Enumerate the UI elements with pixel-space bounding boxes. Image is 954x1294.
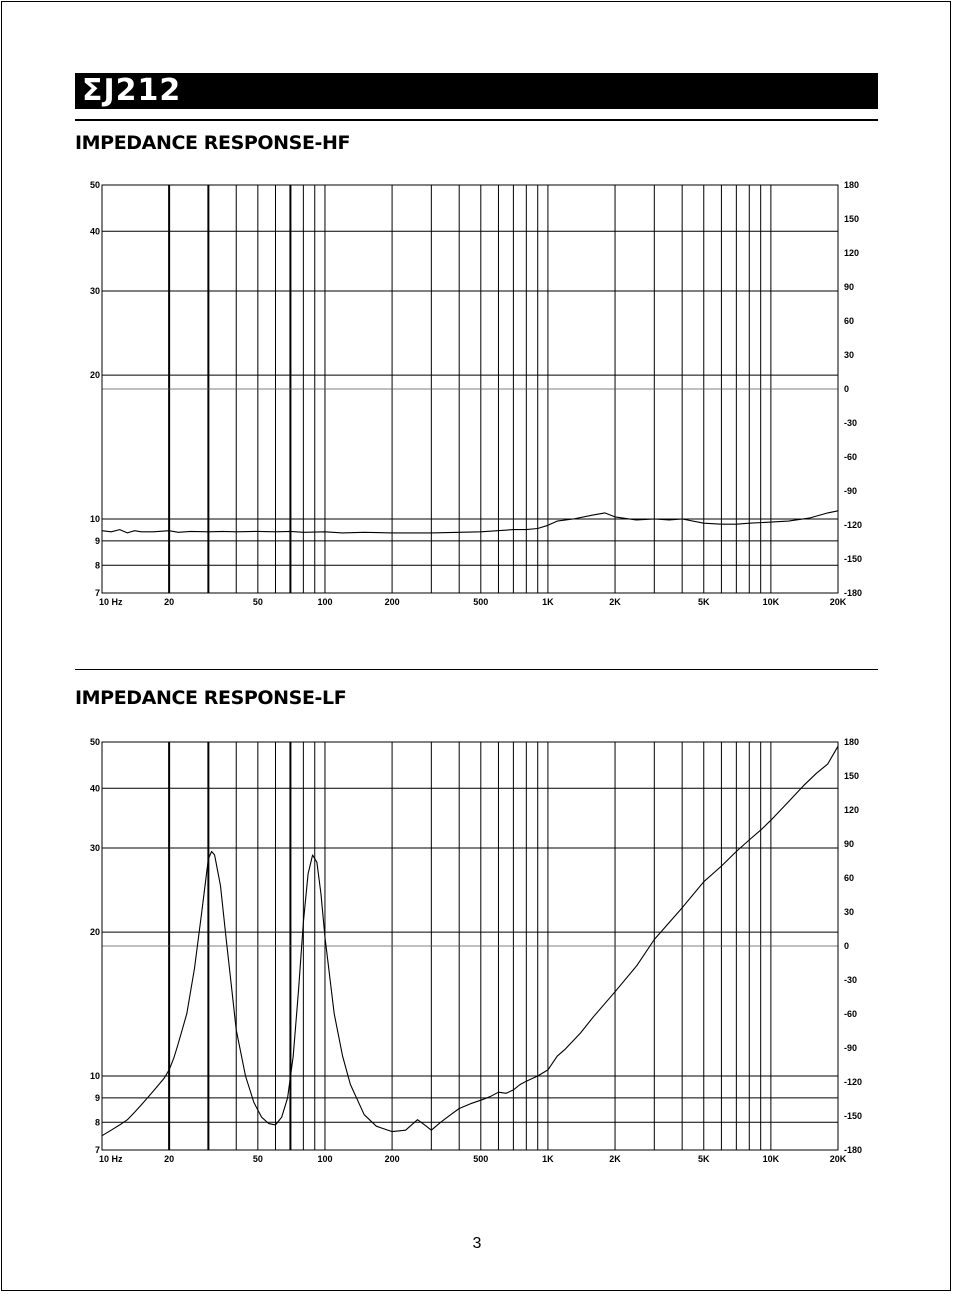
lf-y2tick-label: -120	[844, 1077, 863, 1087]
lf-y2tick-label: -30	[844, 975, 858, 985]
hf-ytick-label: 8	[94, 560, 100, 571]
lf-ytick-label: 20	[89, 927, 100, 938]
lf-y2tick-label: -180	[844, 1145, 863, 1155]
lf-xtick-label: 20	[164, 1154, 175, 1164]
hf-y2tick-label: -30	[844, 418, 858, 428]
chart-title-lf: IMPEDANCE RESPONSE-LF	[75, 687, 347, 709]
lf-ytick-label: 30	[89, 843, 100, 854]
hf-ytick-label: 7	[94, 588, 100, 598]
hf-y2tick-label: 30	[844, 350, 855, 360]
model-name: ΣJ212	[82, 73, 182, 108]
lf-y2tick-label: -150	[844, 1111, 863, 1121]
hf-y2tick-label: 0	[844, 384, 850, 394]
lf-y2tick-label: 0	[844, 941, 850, 951]
lf-xtick-label: 10 Hz	[99, 1154, 123, 1164]
lf-xtick-label: 20K	[829, 1154, 847, 1164]
hf-y2tick-label: 180	[844, 180, 860, 190]
lf-impedance-curve-0	[102, 746, 838, 1135]
lf-xtick-label: 5K	[698, 1154, 710, 1164]
lf-y2tick-label: -90	[844, 1043, 858, 1053]
hf-xtick-label: 200	[384, 597, 400, 607]
hf-xtick-label: 20K	[829, 597, 847, 607]
hf-y2tick-label: -90	[844, 486, 858, 496]
lf-y2tick-label: 150	[844, 771, 860, 781]
lf-xtick-label: 500	[473, 1154, 489, 1164]
chart-title-hf: IMPEDANCE RESPONSE-HF	[75, 132, 351, 154]
hf-xtick-label: 100	[317, 597, 333, 607]
hf-xtick-label: 2K	[609, 597, 621, 607]
hf-y2tick-label: 60	[844, 316, 855, 326]
lf-y2tick-label: -60	[844, 1009, 858, 1019]
lf-y2tick-label: 30	[844, 907, 855, 917]
hf-ytick-label: 9	[94, 535, 100, 546]
hf-ytick-label: 50	[89, 180, 100, 190]
hf-xtick-label: 10 Hz	[99, 597, 123, 607]
lf-ytick-label: 50	[89, 737, 100, 747]
lf-y2tick-label: 90	[844, 839, 855, 849]
lf-xtick-label: 50	[252, 1154, 263, 1164]
lf-y2tick-label: 60	[844, 873, 855, 883]
hf-y2tick-label: -60	[844, 452, 858, 462]
lf-xtick-label: 100	[317, 1154, 333, 1164]
hf-ytick-label: 40	[89, 226, 100, 237]
lf-ytick-label: 10	[89, 1070, 100, 1081]
lf-xtick-label: 200	[384, 1154, 400, 1164]
hf-xtick-label: 500	[473, 597, 489, 607]
lf-y2tick-label: 120	[844, 805, 860, 815]
hf-y2tick-label: 150	[844, 214, 860, 224]
hf-xtick-label: 20	[164, 597, 175, 607]
hf-y2tick-label: -150	[844, 554, 863, 564]
lf-xtick-label: 2K	[609, 1154, 621, 1164]
hf-xtick-label: 1K	[542, 597, 554, 607]
lf-xtick-label: 1K	[542, 1154, 554, 1164]
hf-y2tick-label: -180	[844, 588, 863, 598]
hf-ytick-label: 20	[89, 370, 100, 381]
hf-y2tick-label: 90	[844, 282, 855, 292]
hf-xtick-label: 10K	[762, 597, 780, 607]
hf-y2tick-label: 120	[844, 248, 860, 258]
lf-y2tick-label: 180	[844, 737, 860, 747]
lf-ytick-label: 9	[94, 1092, 100, 1103]
lf-xtick-label: 10K	[762, 1154, 780, 1164]
hf-y2tick-label: -120	[844, 520, 863, 530]
hf-ytick-label: 30	[89, 286, 100, 297]
hf-xtick-label: 50	[252, 597, 263, 607]
lf-ytick-label: 8	[94, 1117, 100, 1128]
hf-xtick-label: 5K	[698, 597, 710, 607]
lf-ytick-label: 7	[94, 1145, 100, 1155]
hf-ytick-label: 10	[89, 513, 100, 524]
page-number: 3	[472, 1235, 482, 1252]
lf-ytick-label: 40	[89, 783, 100, 794]
